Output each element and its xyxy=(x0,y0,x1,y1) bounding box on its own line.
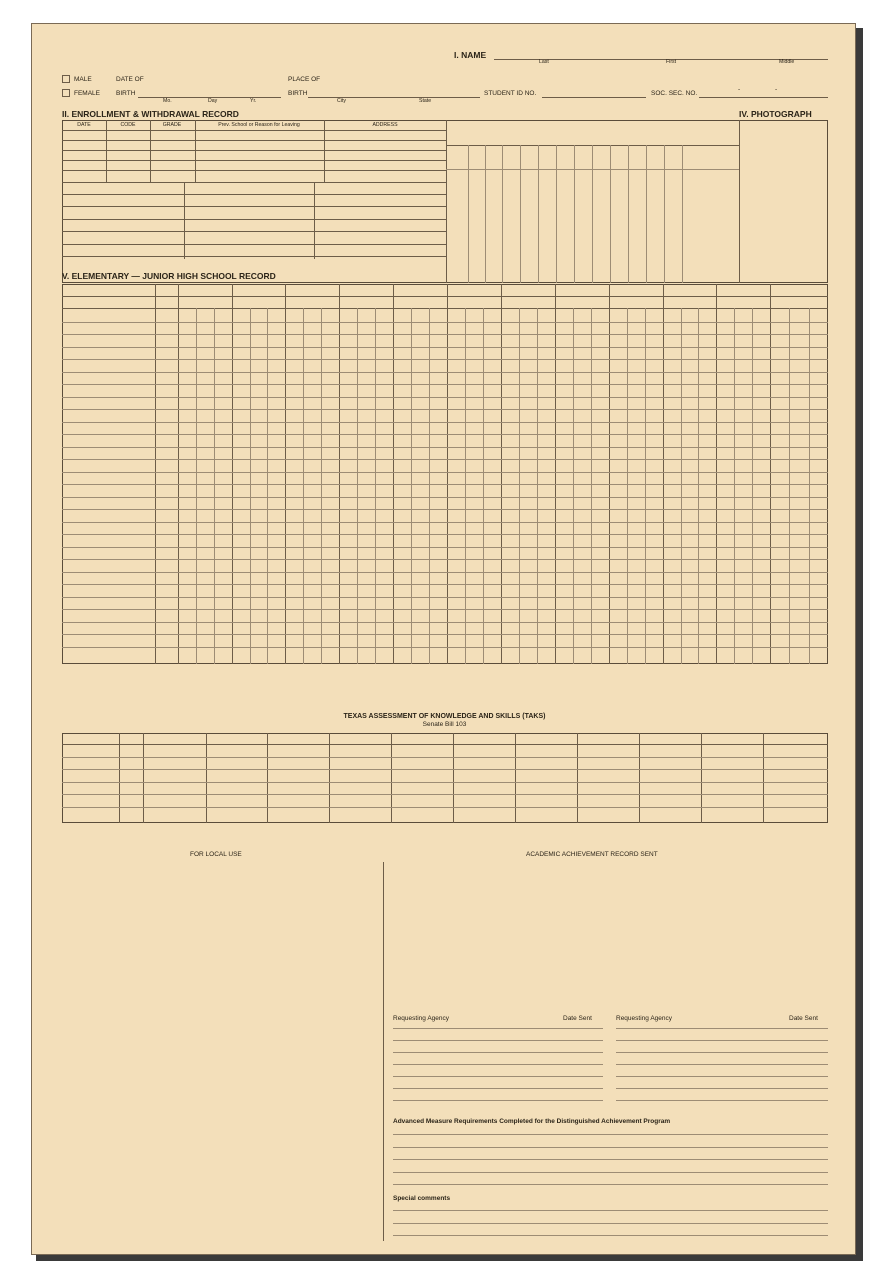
grade-col-rule xyxy=(716,284,717,664)
subject-row-rule xyxy=(62,384,828,385)
student-id-line[interactable] xyxy=(542,97,646,98)
taks-row-rule xyxy=(62,794,828,795)
grade-col-rule xyxy=(178,284,179,664)
photograph-title: IV. PHOTOGRAPH xyxy=(739,109,812,119)
grade-sub-col xyxy=(429,308,430,664)
taks-col-rule xyxy=(267,733,268,823)
subject-row-rule xyxy=(62,322,828,323)
grade-col-rule xyxy=(770,284,771,664)
enrollment-col-rule xyxy=(195,120,196,182)
agency-line-right xyxy=(616,1076,828,1077)
taks-table xyxy=(62,733,828,823)
subject-row-rule xyxy=(62,447,828,448)
enrollment-col-header: Prev. School or Reason for Leaving xyxy=(218,122,300,128)
family-col-rule xyxy=(314,182,315,259)
subject-row-rule xyxy=(62,547,828,548)
subject-row-rule xyxy=(62,422,828,423)
advanced-line xyxy=(393,1134,828,1135)
taks-col-rule xyxy=(515,733,516,823)
year-label: Yr. xyxy=(250,98,257,104)
month-label: Mo. xyxy=(163,98,172,104)
subject-row-rule xyxy=(62,509,828,510)
photograph-left-rule xyxy=(739,120,740,283)
grade-sub-col xyxy=(752,308,753,664)
enrollment-col-header: ADDRESS xyxy=(372,122,398,128)
grade-sub-col xyxy=(681,308,682,664)
grade-col-rule xyxy=(555,284,556,664)
grade-sub-col xyxy=(375,308,376,664)
grade-sub-col xyxy=(214,308,215,664)
taks-col-rule xyxy=(329,733,330,823)
soc-sec-dash-2: - xyxy=(775,86,778,93)
agency-line-right xyxy=(616,1088,828,1089)
elementary-subheader-rule xyxy=(62,308,828,309)
comment-line xyxy=(393,1235,828,1236)
taks-col-rule xyxy=(577,733,578,823)
local-use-label: FOR LOCAL USE xyxy=(190,851,242,858)
birth-info-col xyxy=(610,145,611,283)
grade-col-rule xyxy=(155,284,156,664)
advanced-line xyxy=(393,1172,828,1173)
taks-row-rule xyxy=(62,757,828,758)
subject-row-rule xyxy=(62,459,828,460)
family-row-rule xyxy=(62,206,446,207)
grade-sub-col xyxy=(267,308,268,664)
advanced-line xyxy=(393,1184,828,1185)
first-label: First xyxy=(666,59,677,65)
date-of-label: DATE OF xyxy=(116,76,144,83)
taks-col-rule xyxy=(143,733,144,823)
grade-sub-col xyxy=(734,308,735,664)
enrollment-col-header: DATE xyxy=(77,122,91,128)
grade-sub-col xyxy=(303,308,304,664)
taks-col-rule xyxy=(763,733,764,823)
agency-line-left xyxy=(393,1100,603,1101)
comment-line xyxy=(393,1223,828,1224)
last-label: Last xyxy=(539,59,549,65)
date-sent-label-1: Date Sent xyxy=(563,1015,592,1022)
subject-row-rule xyxy=(62,334,828,335)
birth-info-col xyxy=(682,145,683,283)
enrollment-row xyxy=(62,140,446,141)
grade-sub-col xyxy=(645,308,646,664)
grade-sub-col xyxy=(573,308,574,664)
subject-row-rule xyxy=(62,347,828,348)
grade-col-rule xyxy=(232,284,233,664)
student-id-label: STUDENT ID NO. xyxy=(484,90,537,97)
grade-col-rule xyxy=(447,284,448,664)
family-header-rule xyxy=(62,194,446,195)
agency-line-left xyxy=(393,1064,603,1065)
bottom-divider xyxy=(383,862,384,1241)
family-top-rule xyxy=(62,182,446,183)
birth-info-col xyxy=(592,145,593,283)
advanced-line xyxy=(393,1147,828,1148)
birth-place-label: BIRTH xyxy=(288,90,308,97)
grade-sub-col xyxy=(411,308,412,664)
grade-sub-col xyxy=(809,308,810,664)
elementary-table xyxy=(62,284,828,664)
enrollment-col-rule xyxy=(106,120,107,182)
advanced-measure-label: Advanced Measure Requirements Completed for the Distinguished Achievement Program xyxy=(393,1118,671,1125)
soc-sec-line[interactable] xyxy=(699,97,828,98)
taks-col-rule xyxy=(453,733,454,823)
subject-row-rule xyxy=(62,584,828,585)
grade-sub-col xyxy=(537,308,538,664)
grade-sub-col xyxy=(483,308,484,664)
subject-row-rule xyxy=(62,634,828,635)
grade-col-rule xyxy=(663,284,664,664)
date-sent-label-2: Date Sent xyxy=(789,1015,818,1022)
birth-label: BIRTH xyxy=(116,90,136,97)
birth-info-col xyxy=(538,145,539,283)
name-section-title: I. NAME xyxy=(454,50,487,60)
enrollment-col-rule xyxy=(150,120,151,182)
grade-sub-col xyxy=(357,308,358,664)
state-label: State xyxy=(419,98,432,104)
grade-sub-col xyxy=(250,308,251,664)
grade-sub-col xyxy=(789,308,790,664)
subject-row-rule xyxy=(62,497,828,498)
place-of-birth-line[interactable] xyxy=(308,97,480,98)
birth-info-col xyxy=(556,145,557,283)
grade-sub-col xyxy=(519,308,520,664)
grade-sub-col xyxy=(196,308,197,664)
place-of-label: PLACE OF xyxy=(288,76,321,83)
requesting-agency-label-1: Requesting Agency xyxy=(393,1015,450,1022)
subject-row-rule xyxy=(62,522,828,523)
agency-line-left xyxy=(393,1088,603,1089)
enrollment-header-rule xyxy=(62,130,446,131)
taks-col-rule xyxy=(639,733,640,823)
family-row-rule xyxy=(62,244,446,245)
subject-row-rule xyxy=(62,647,828,648)
agency-line-left xyxy=(393,1040,603,1041)
taks-title: TEXAS ASSESSMENT OF KNOWLEDGE AND SKILLS (TAKS) xyxy=(343,713,546,720)
taks-row-rule xyxy=(62,769,828,770)
grade-col-rule xyxy=(339,284,340,664)
agency-line-right xyxy=(616,1052,828,1053)
achievement-sent-label: ACADEMIC ACHIEVEMENT RECORD SENT xyxy=(526,851,658,858)
enrollment-col-rule xyxy=(324,120,325,182)
subject-row-rule xyxy=(62,597,828,598)
day-label: Day xyxy=(208,98,218,104)
birth-info-col xyxy=(664,145,665,283)
city-label: City xyxy=(337,98,346,104)
middle-label: Middle xyxy=(779,59,795,65)
soc-sec-label: SOC. SEC. NO. xyxy=(651,90,698,97)
female-checkbox[interactable] xyxy=(62,89,70,97)
taks-col-rule xyxy=(206,733,207,823)
requesting-agency-label-2: Requesting Agency xyxy=(616,1015,673,1022)
taks-row-rule xyxy=(62,782,828,783)
subject-row-rule xyxy=(62,434,828,435)
grade-sub-col xyxy=(465,308,466,664)
family-row-rule xyxy=(62,219,446,220)
subject-row-rule xyxy=(62,409,828,410)
grade-sub-col xyxy=(591,308,592,664)
agency-line-right xyxy=(616,1100,828,1101)
subject-row-rule xyxy=(62,534,828,535)
enrollment-title: II. ENROLLMENT & WITHDRAWAL RECORD xyxy=(62,109,239,119)
taks-col-rule xyxy=(119,733,120,823)
comment-line xyxy=(393,1210,828,1211)
grade-sub-col xyxy=(321,308,322,664)
agency-line-right xyxy=(616,1040,828,1041)
advanced-line xyxy=(393,1159,828,1160)
subject-row-rule xyxy=(62,559,828,560)
male-checkbox[interactable] xyxy=(62,75,70,83)
subject-row-rule xyxy=(62,572,828,573)
birth-info-col xyxy=(628,145,629,283)
grade-col-rule xyxy=(393,284,394,664)
subject-row-rule xyxy=(62,397,828,398)
subject-row-rule xyxy=(62,484,828,485)
birth-info-col xyxy=(520,145,521,283)
enrollment-col-header: GRADE xyxy=(162,122,182,128)
enrollment-row xyxy=(62,170,446,171)
grade-col-rule xyxy=(285,284,286,664)
enrollment-col-header: CODE xyxy=(120,122,136,128)
agency-line-right xyxy=(616,1028,828,1029)
taks-header-rule xyxy=(62,744,828,745)
taks-row-rule xyxy=(62,807,828,808)
subject-row-rule xyxy=(62,472,828,473)
enrollment-row xyxy=(62,150,446,151)
grade-sub-col xyxy=(698,308,699,664)
special-comments-label: Special comments xyxy=(393,1195,451,1202)
enrollment-row xyxy=(62,160,446,161)
family-col-rule xyxy=(184,182,185,259)
subject-row-rule xyxy=(62,622,828,623)
grade-col-rule xyxy=(609,284,610,664)
birth-info-col xyxy=(468,145,469,283)
agency-line-left xyxy=(393,1028,603,1029)
agency-line-left xyxy=(393,1052,603,1053)
birth-info-col xyxy=(485,145,486,283)
taks-col-rule xyxy=(701,733,702,823)
family-row-rule xyxy=(62,231,446,232)
taks-col-rule xyxy=(391,733,392,823)
agency-line-left xyxy=(393,1076,603,1077)
birth-info-col xyxy=(502,145,503,283)
birth-info-col xyxy=(574,145,575,283)
agency-line-right xyxy=(616,1064,828,1065)
subject-row-rule xyxy=(62,372,828,373)
record-form xyxy=(31,23,856,1255)
subject-row-rule xyxy=(62,359,828,360)
subject-row-rule xyxy=(62,609,828,610)
grade-col-rule xyxy=(501,284,502,664)
birth-info-col xyxy=(646,145,647,283)
taks-subtitle: Senate Bill 103 xyxy=(422,721,467,728)
female-label: FEMALE xyxy=(74,90,101,97)
male-label: MALE xyxy=(74,76,92,83)
elementary-header-rule xyxy=(62,296,828,297)
family-row-rule xyxy=(62,256,446,257)
elementary-title: V. ELEMENTARY — JUNIOR HIGH SCHOOL RECORD xyxy=(62,271,276,281)
grade-sub-col xyxy=(627,308,628,664)
soc-sec-dash-1: - xyxy=(738,86,741,93)
